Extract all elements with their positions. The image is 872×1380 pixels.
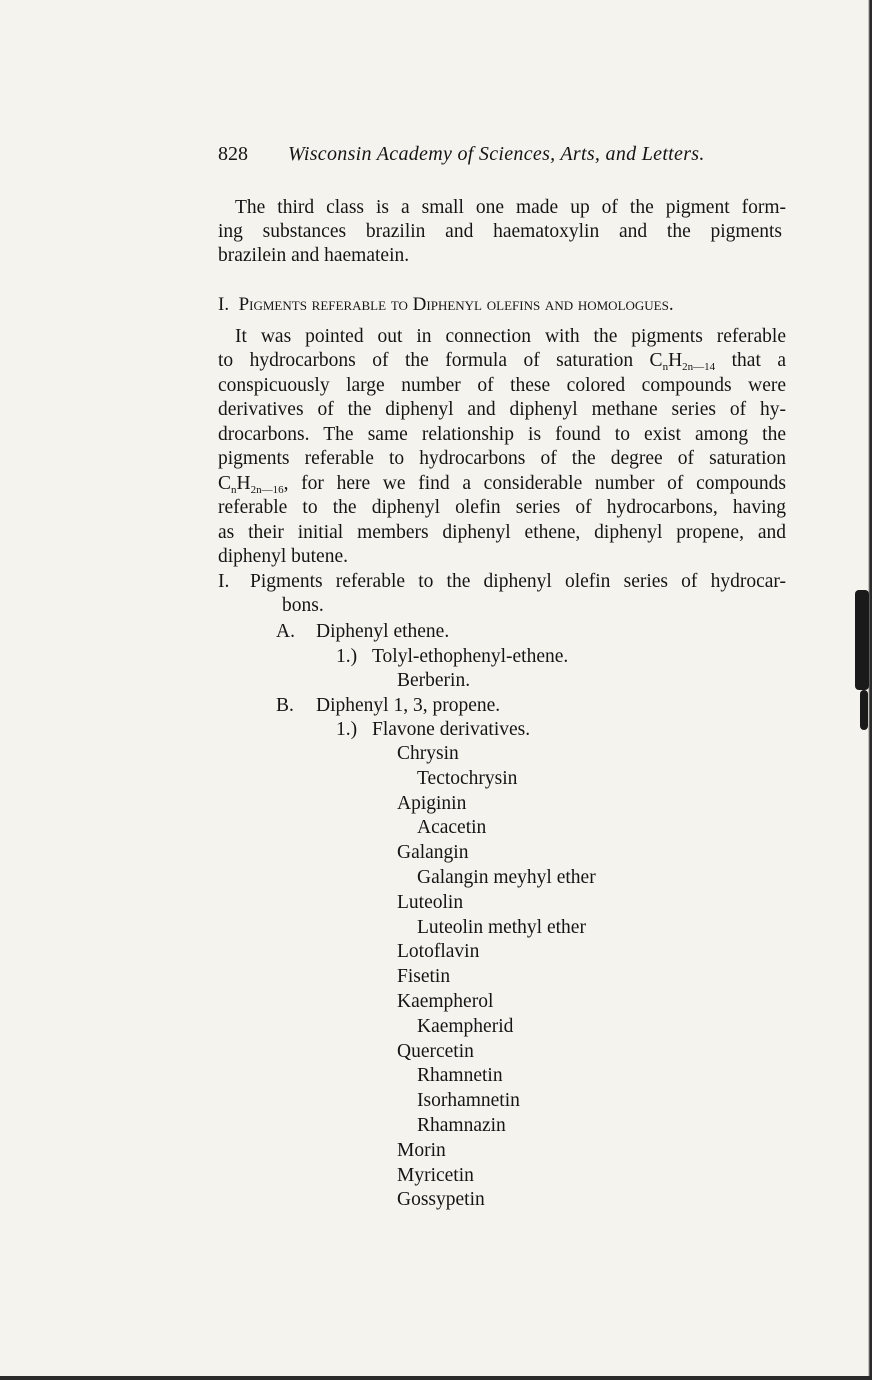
compound-name: Isorhamnetin bbox=[417, 1090, 520, 1112]
compound-name: Tectochrysin bbox=[417, 767, 518, 789]
paragraph-line: to hydrocarbons of the formula of saturation $C_nH_{2n—14}$ that a bbox=[218, 350, 786, 373]
compound-name: Rhamnazin bbox=[417, 1115, 506, 1136]
outline-label-b: B. bbox=[276, 695, 294, 716]
outline-text-b1: Flavone derivatives. bbox=[372, 719, 531, 740]
intro-line: The third class is a small one made up of the pigment form- bbox=[235, 197, 786, 218]
section-numeral: I. bbox=[218, 294, 230, 315]
intro-line: brazilein and haematein. bbox=[218, 245, 410, 266]
binding-shadow-mark bbox=[860, 690, 868, 730]
outline-item-text: Pigments referable to the diphenyl olefin series of hydrocar- bbox=[250, 571, 786, 592]
page-number: 828 bbox=[218, 143, 248, 165]
outline-label-b1: 1.) bbox=[336, 719, 358, 740]
compound-name: Quercetin bbox=[397, 1040, 474, 1062]
compound-name: Lotoflavin bbox=[397, 941, 480, 963]
page-edge-bottom bbox=[0, 1376, 872, 1380]
compound-name: Acacetin bbox=[417, 817, 487, 839]
paragraph-line: drocarbons. The same relationship is found to exist among the bbox=[218, 424, 786, 445]
section-title: Pigments referable to Diphenyl olefins and homologues. bbox=[238, 294, 674, 315]
paragraph-line: $C_nH_{2n—16}$, for here we find a considerable number of compounds bbox=[218, 473, 786, 496]
compound-name: Apiginin bbox=[397, 792, 467, 814]
running-head bbox=[218, 143, 788, 166]
outline-label-a: A. bbox=[276, 621, 295, 642]
compound-name: Galangin meyhyl ether bbox=[417, 867, 596, 888]
outline-item-text: bons. bbox=[282, 595, 324, 616]
compound-name: Fisetin bbox=[397, 966, 451, 988]
paragraph-line: pigments referable to hydrocarbons of the degree of saturation bbox=[218, 448, 786, 469]
journal-title: Wisconsin Academy of Sciences, Arts, and Letters. bbox=[288, 143, 705, 165]
compound-name: Myricetin bbox=[397, 1164, 474, 1186]
paragraph-line: as their initial members diphenyl ethene, diphenyl propene, and bbox=[218, 522, 786, 543]
compound-name: Kaempherol bbox=[397, 991, 494, 1012]
intro-line: ing substances brazilin and haematoxylin and the pigments bbox=[218, 221, 782, 242]
compound-name: Gossypetin bbox=[397, 1189, 485, 1211]
paragraph-line: It was pointed out in connection with the pigments referable bbox=[235, 326, 786, 347]
compound-name: Morin bbox=[397, 1139, 446, 1161]
compound-name: Galangin bbox=[397, 842, 469, 864]
compound-name: Chrysin bbox=[397, 743, 459, 764]
paragraph-line: conspicuously large number of these colored compounds were bbox=[218, 375, 786, 396]
outline-text-a: Diphenyl ethene. bbox=[316, 621, 450, 642]
compound-name: Kaempherid bbox=[417, 1015, 514, 1037]
outline-label-a1: 1.) bbox=[336, 646, 358, 667]
compound-name: Luteolin methyl ether bbox=[417, 916, 586, 938]
paragraph-line: referable to the diphenyl olefin series of hydrocarbons, having bbox=[218, 497, 786, 518]
paragraph-line: diphenyl butene. bbox=[218, 546, 348, 567]
compound-name: Luteolin bbox=[397, 891, 464, 913]
compound-berberin: Berberin. bbox=[397, 670, 471, 691]
outline-text-a1: Tolyl-ethophenyl-ethene. bbox=[372, 646, 569, 667]
paragraph-line: derivatives of the diphenyl and diphenyl methane series of hy- bbox=[218, 399, 786, 420]
outline-item-numeral: I. bbox=[218, 571, 230, 592]
binding-shadow-mark bbox=[855, 590, 869, 690]
outline-text-b: Diphenyl 1, 3, propene. bbox=[316, 695, 501, 716]
section-heading bbox=[218, 293, 674, 317]
compound-name: Rhamnetin bbox=[417, 1065, 503, 1087]
